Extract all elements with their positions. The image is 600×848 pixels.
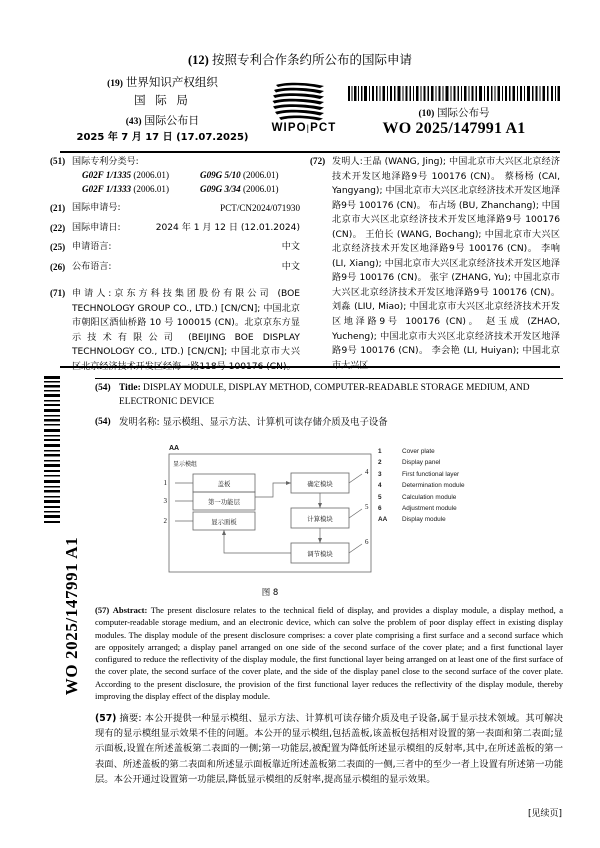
legend-number: 5 (378, 493, 382, 501)
publication-date-label: 国际公布日 (144, 114, 200, 127)
wipo-word-2: PCT (310, 122, 337, 134)
publication-date-block (70, 113, 255, 145)
title-chinese-label: 发明名称: (119, 417, 160, 429)
application-number-value: PCT/CN2024/071930 (220, 203, 300, 214)
abstract-english-text: The present disclosure relates to the technical field of display, and provides a display module, a display method, a computer-readable storage medium, and an electronic device, which can solve the problem of poor display effect in existing display modules. The display module of the present disclosure comprises: a cover plate comprising a first surface and a second surface which are oppositely arranged; a display panel arranged on one side of the second surface of the cover plate; and a first functional layer configured to reduce the reflectivity of the display module, the first functional layer being arranged on at least one of the first surface of the cover plate, the second surface of the cover plate, and the side of the display panel close to the second surface of the cover plate. According to the present disclosure, the provision of the first functional layer reduces the reflectivity of the display module, thereby improving the display effect of the display module. (95, 605, 563, 702)
legend-text: Cover plate (402, 448, 435, 455)
wipo-logo-separator: | (306, 123, 311, 133)
inventors-code: (72) (310, 156, 326, 166)
field-applicants (50, 287, 300, 374)
ipc-symbol: G02F 1/1335 (82, 170, 132, 181)
spine-publication-number: WO 2025/147991 A1 (62, 536, 81, 696)
abstract-chinese-label: 摘要: (119, 713, 142, 725)
field-application-number (50, 202, 300, 215)
figure-ref-4: 4 (365, 468, 369, 476)
title-english (95, 382, 563, 409)
ipc-symbol: G09G 3/34 (200, 183, 241, 194)
ipc-code: (51) (50, 156, 66, 166)
legend-item (378, 457, 465, 468)
publication-number-code: (10) (418, 109, 435, 119)
organization-bureau: 国 际 局 (134, 92, 191, 107)
publication-language-label: 公布语言: (72, 261, 112, 272)
filing-language-code: (25) (50, 242, 66, 253)
abstract-english-label: Abstract: (112, 605, 148, 615)
field-filing-language (50, 241, 300, 254)
title-block (95, 382, 563, 437)
abstract-english-code: (57) (95, 605, 110, 615)
wipo-word-1: WIPO (271, 122, 307, 134)
legend-number: AA (378, 516, 388, 524)
ipc-entry (82, 183, 200, 196)
legend-text: Determination module (402, 482, 465, 490)
publication-number-value: WO 2025/147991 A1 (382, 120, 526, 137)
figure-block-label: 盖板 (217, 480, 231, 488)
figure-ref-6: 6 (365, 538, 369, 546)
filing-language-label: 申请语言: (72, 242, 112, 253)
inventors-text: 王晶 (WANG, Jing); 中国北京市大兴区北京经济技术开发区地泽路9号 100176 (CN)。 蔡杨杨 (CAI, Yangyang); 中国北京市大兴区北京经济技术开发区地泽路9号 100176 (CN)。 布占场 (BU, Zhanchang); 中国北京市大兴区北京经济技术开发区地泽路9号 100176 (CN)。 王伯长 (WANG, Bochang); 中国北京市大兴区北京经济技术开发区地泽路9号 100176 (CN)。 李响 (LI, Xiang); 中国北京市大兴区北京经济技术开发区地泽路9号 100176 (CN)。 张宇 (ZHANG, Yu); 中国北京市大兴区北京经济技术开发区地泽路9号 100176 (CN)。 刘淼 (LIU, Miao); 中国北京市大兴区北京经济技术开发区地泽路9号 100176 (CN)。 赵玉成 (ZHAO, Yucheng); 中国北京市大兴区北京经济技术开发区地泽路9号 100176 (CN)。 李会艳 (LI, Huiyan); 中国北京市大兴区 (332, 157, 560, 371)
publication-language-code: (26) (50, 261, 66, 272)
figure-block-label: 确定模块 (307, 480, 333, 488)
biblio-right-column (310, 155, 560, 377)
ipc-entry (82, 169, 200, 182)
legend-item (378, 492, 465, 503)
legend-number: 1 (378, 448, 382, 455)
title-english-code: (54) (95, 383, 111, 393)
figure-ref-2: 2 (163, 517, 167, 525)
continuation-note: [见续页] (527, 809, 562, 819)
title-chinese-code: (54) (95, 417, 111, 428)
legend-number: 2 (378, 459, 382, 467)
ipc-version: (2006.01) (133, 170, 170, 181)
field-publication-language (50, 261, 300, 274)
figure-ref-5: 5 (365, 503, 369, 511)
publication-date-value: 2025 年 7 月 17 日 (17.07.2025) (76, 131, 249, 143)
figure-outer-label: 显示模组 (173, 461, 198, 468)
legend-item (378, 446, 465, 457)
ipc-entry (200, 183, 318, 196)
abstract-chinese-text: 本公开提供一种显示模组、显示方法、计算机可读存储介质及电子设备,属于显示技术领域。其可解决现有的显示模组显示效果不佳的问题。本公开的显示模组,包括盖板,该盖板包括相对设置的第一表面和第二表面;显示面板,设置在所述盖板第二表面的一侧;第一功能层,被配置为降低所述显示模组的反射率,其中,在所述盖板的第一表面、所述盖板的第二表面和所述显示面板靠近所述盖板第二表面的一侧,三者中的至少一者上设置有所述第一功能层。本公开通过设置第一功能层,降低显示模组的反射率,提高显示模组的显示效果。 (95, 713, 563, 785)
field-inventors (310, 155, 560, 373)
ipc-symbol: G09G 5/10 (200, 170, 241, 181)
inventors-label: 发明人: (332, 157, 363, 167)
application-number-code: (21) (50, 203, 66, 214)
legend-text: Calculation module (402, 493, 457, 501)
ipc-entry (200, 169, 318, 182)
publication-barcode-icon (348, 86, 560, 101)
applicants-text: 京东方科技集团股份有限公司 (BOE TECHNOLOGY GROUP CO., LTD.) [CN/CN]; 中国北京市朝阳区酒仙桥路 10 号 100015 (CN)。北京京东方显示技术有限公司 (BEIJING BOE DISPLAY TECHNOLOGY CO., LTD.) [CN/CN]; 中国北京市大兴区北京经济技术开发区经海一路118号 100176 (CN)。 (72, 289, 300, 372)
filing-language-value: 中文 (281, 242, 300, 253)
legend-text: Adjustment module (402, 504, 457, 512)
figure-ref-1: 1 (163, 479, 167, 487)
abstract-chinese-code: (57) (95, 713, 117, 725)
kind-code: (12) (188, 53, 209, 67)
legend-number: 4 (378, 482, 382, 490)
organization-code: (19) (107, 79, 123, 89)
title-chinese (95, 416, 563, 430)
ipc-version: (2006.01) (133, 183, 170, 194)
spine-barcode-icon (44, 376, 60, 526)
figure-8-diagram (155, 442, 385, 592)
title-english-label: Title: (119, 383, 141, 393)
legend-number: 6 (378, 504, 382, 512)
spine (40, 376, 92, 836)
figure-block-label: 显示面板 (211, 518, 237, 526)
figure-aa-label: AA (169, 445, 180, 452)
figure-block-label: 第一功能层 (208, 498, 240, 506)
abstract-chinese (95, 711, 563, 786)
ipc-version: (2006.01) (242, 170, 279, 181)
legend-text: Display module (402, 516, 446, 524)
ipc-symbol: G02F 1/1333 (82, 183, 132, 194)
legend-item (378, 503, 465, 514)
divider-top (60, 151, 560, 153)
publication-date-code: (43) (125, 117, 142, 127)
ipc-version: (2006.01) (242, 183, 279, 194)
legend-item (378, 480, 465, 491)
abstract-block (95, 604, 563, 787)
applicants-code: (71) (50, 288, 66, 299)
legend-item (378, 514, 465, 525)
abstract-english (95, 604, 563, 702)
figure-area (95, 440, 563, 600)
legend-text: Display panel (402, 459, 441, 467)
filing-date-label: 国际申请日: (72, 222, 121, 233)
kind-of-publication (0, 50, 600, 68)
figure-caption: 图 8 (261, 588, 279, 598)
figure-block-label: 计算模块 (307, 515, 333, 523)
ipc-label: 国际专利分类号: (72, 157, 139, 167)
kind-text: 按照专利合作条约所公布的国际申请 (211, 52, 412, 67)
organization-name: 世界知识产权组织 (125, 75, 218, 89)
applicants-label: 申请人: (72, 289, 112, 300)
figure-ref-3: 3 (163, 497, 167, 505)
publication-number-label: 国际公布号 (436, 107, 490, 119)
filing-date-code: (22) (50, 222, 66, 233)
field-ipc (50, 155, 300, 196)
title-chinese-value: 显示模组、显示方法、计算机可读存储介质及电子设备 (162, 417, 388, 429)
field-filing-date (50, 222, 300, 235)
publication-number-label-block (348, 105, 560, 120)
publication-language-value: 中文 (281, 261, 300, 272)
wipo-wordmark (258, 122, 350, 134)
wipo-globe-icon (268, 82, 330, 122)
title-english-value: DISPLAY MODULE, DISPLAY METHOD, COMPUTER-READABLE STORAGE MEDIUM, AND ELECTRONIC DEVICE (119, 383, 530, 407)
application-number-label: 国际申请号: (72, 203, 121, 214)
biblio-left-column (50, 155, 300, 378)
figure-legend (378, 446, 465, 526)
filing-date-value: 2024 年 1 月 12 日 (12.01.2024) (155, 222, 300, 233)
legend-text: First functional layer (402, 470, 460, 478)
legend-number: 3 (378, 470, 382, 478)
legend-item (378, 469, 465, 480)
wipo-logo (258, 82, 350, 138)
organization-block (70, 74, 255, 108)
figure-block-label: 调节模块 (307, 550, 333, 558)
